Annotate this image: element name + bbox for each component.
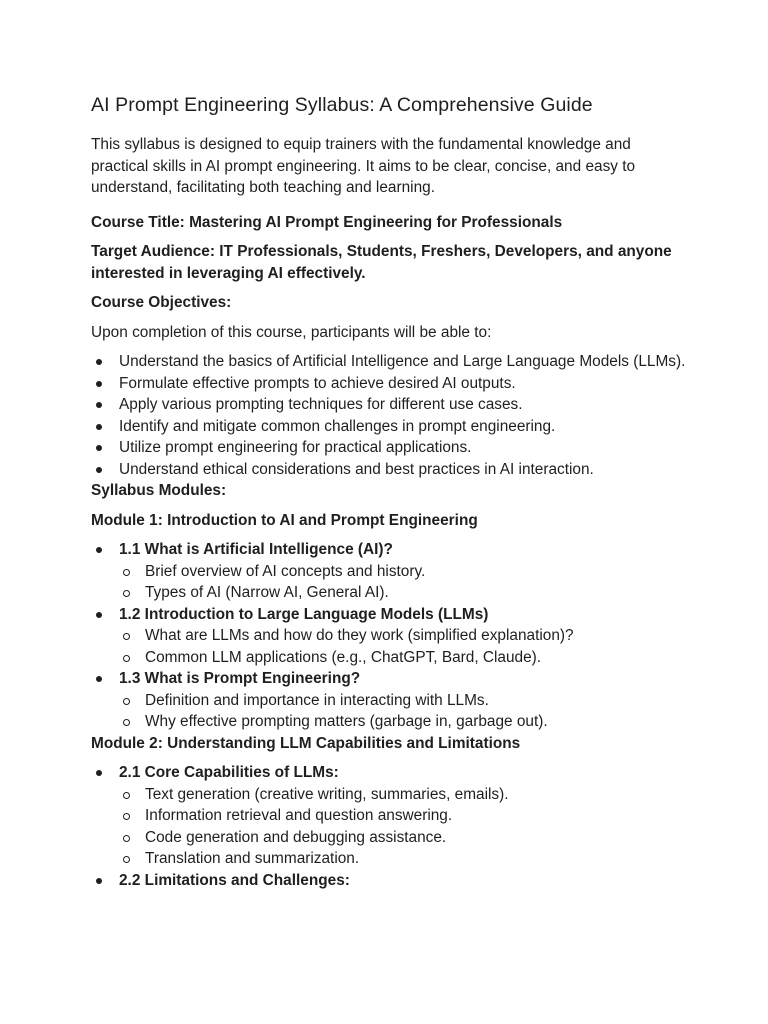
topic-label: 2.1 Core Capabilities of LLMs:: [119, 764, 339, 781]
topic-label: 1.2 Introduction to Large Language Models (LLMs): [119, 605, 489, 623]
circle-bullet-icon: [123, 835, 130, 842]
circle-bullet-icon: [123, 719, 130, 726]
sub-item-text: Why effective prompting matters (garbage in, garbage out).: [145, 713, 548, 730]
list-item: [91, 416, 688, 438]
sub-list-item: [119, 561, 688, 583]
sub-list-item: [119, 827, 688, 849]
module-2-heading: Module 2: Understanding LLM Capabilities and Limitations: [91, 734, 521, 752]
objectives-list: [91, 351, 688, 480]
sub-list-item: [119, 582, 688, 604]
sub-list-item: [119, 647, 688, 669]
list-item: [91, 870, 688, 892]
module-1-heading: Module 1: Introduction to AI and Prompt Engineering: [91, 511, 478, 529]
objective-text: Understand the basics of Artificial Intelligence and Large Language Models (LLMs).: [119, 353, 686, 370]
bullet-icon: [96, 467, 102, 473]
list-item: [91, 351, 688, 373]
sub-item-text: Common LLM applications (e.g., ChatGPT, Bard, Claude).: [145, 648, 542, 666]
circle-bullet-icon: [123, 792, 130, 799]
bullet-icon: [96, 402, 102, 408]
module-2-list: [91, 762, 688, 891]
list-item: [91, 373, 688, 395]
list-item: [91, 539, 688, 604]
sub-list-item: [119, 805, 688, 827]
objective-text: Formulate effective prompts to achieve desired AI outputs.: [119, 374, 516, 392]
sub-list: [119, 561, 688, 604]
sub-item-text: Brief overview of AI concepts and history.: [145, 562, 426, 580]
objectives-intro: Upon completion of this course, participants will be able to:: [91, 323, 492, 341]
topic-label: 1.1 What is Artificial Intelligence (AI)?: [119, 541, 393, 558]
bullet-icon: [96, 445, 102, 451]
bullet-icon: [96, 676, 102, 682]
sub-item-text: Types of AI (Narrow AI, General AI).: [145, 584, 389, 601]
objective-text: Identify and mitigate common challenges in prompt engineering.: [119, 417, 556, 435]
list-item: [91, 668, 688, 733]
circle-bullet-icon: [123, 856, 130, 863]
circle-bullet-icon: [123, 655, 130, 662]
sub-item-text: Text generation (creative writing, summaries, emails).: [145, 785, 509, 803]
bullet-icon: [96, 770, 102, 776]
bullet-icon: [96, 878, 102, 884]
intro-paragraph: This syllabus is designed to equip trainers with the fundamental knowledge and practical skills in AI prompt engineering. It aims to be clear, concise, and easy to understand, facilitating both teaching and learning.: [91, 136, 636, 196]
objective-text: Apply various prompting techniques for different use cases.: [119, 396, 523, 413]
sub-list: [119, 625, 688, 668]
sub-item-text: Code generation and debugging assistance.: [145, 828, 447, 846]
list-item: [91, 604, 688, 669]
circle-bullet-icon: [123, 698, 130, 705]
list-item: [91, 437, 688, 459]
module-1-list: [91, 539, 688, 733]
bullet-icon: [96, 359, 102, 365]
course-title: Course Title: Mastering AI Prompt Engineering for Professionals: [91, 213, 563, 231]
bullet-icon: [96, 547, 102, 553]
sub-item-text: What are LLMs and how do they work (simplified explanation)?: [145, 627, 574, 644]
sub-item-text: Definition and importance in interacting with LLMs.: [145, 691, 489, 709]
sub-item-text: Information retrieval and question answering.: [145, 807, 453, 824]
sub-list-item: [119, 848, 688, 870]
objective-text: Utilize prompt engineering for practical applications.: [119, 439, 472, 456]
bullet-icon: [96, 381, 102, 387]
sub-list-item: [119, 625, 688, 647]
sub-list: [119, 690, 688, 733]
sub-item-text: Translation and summarization.: [145, 850, 360, 867]
sub-list: [119, 784, 688, 870]
bullet-icon: [96, 424, 102, 430]
objective-text: Understand ethical considerations and best practices in AI interaction.: [119, 460, 594, 478]
circle-bullet-icon: [123, 813, 130, 820]
objectives-heading: Course Objectives:: [91, 294, 232, 311]
bullet-icon: [96, 612, 102, 618]
circle-bullet-icon: [123, 633, 130, 640]
list-item: [91, 762, 688, 870]
topic-label: 1.3 What is Prompt Engineering?: [119, 670, 361, 687]
sub-list-item: [119, 711, 688, 733]
sub-list-item: [119, 784, 688, 806]
list-item: [91, 394, 688, 416]
syllabus-heading: Syllabus Modules:: [91, 482, 227, 499]
topic-label: 2.2 Limitations and Challenges:: [119, 871, 350, 889]
list-item: [91, 459, 688, 481]
sub-list-item: [119, 690, 688, 712]
target-audience: Target Audience: IT Professionals, Students, Freshers, Developers, and anyone interested in leveraging AI effectively.: [91, 243, 672, 282]
document-title: AI Prompt Engineering Syllabus: A Comprehensive Guide: [91, 94, 593, 116]
circle-bullet-icon: [123, 590, 130, 597]
circle-bullet-icon: [123, 569, 130, 576]
